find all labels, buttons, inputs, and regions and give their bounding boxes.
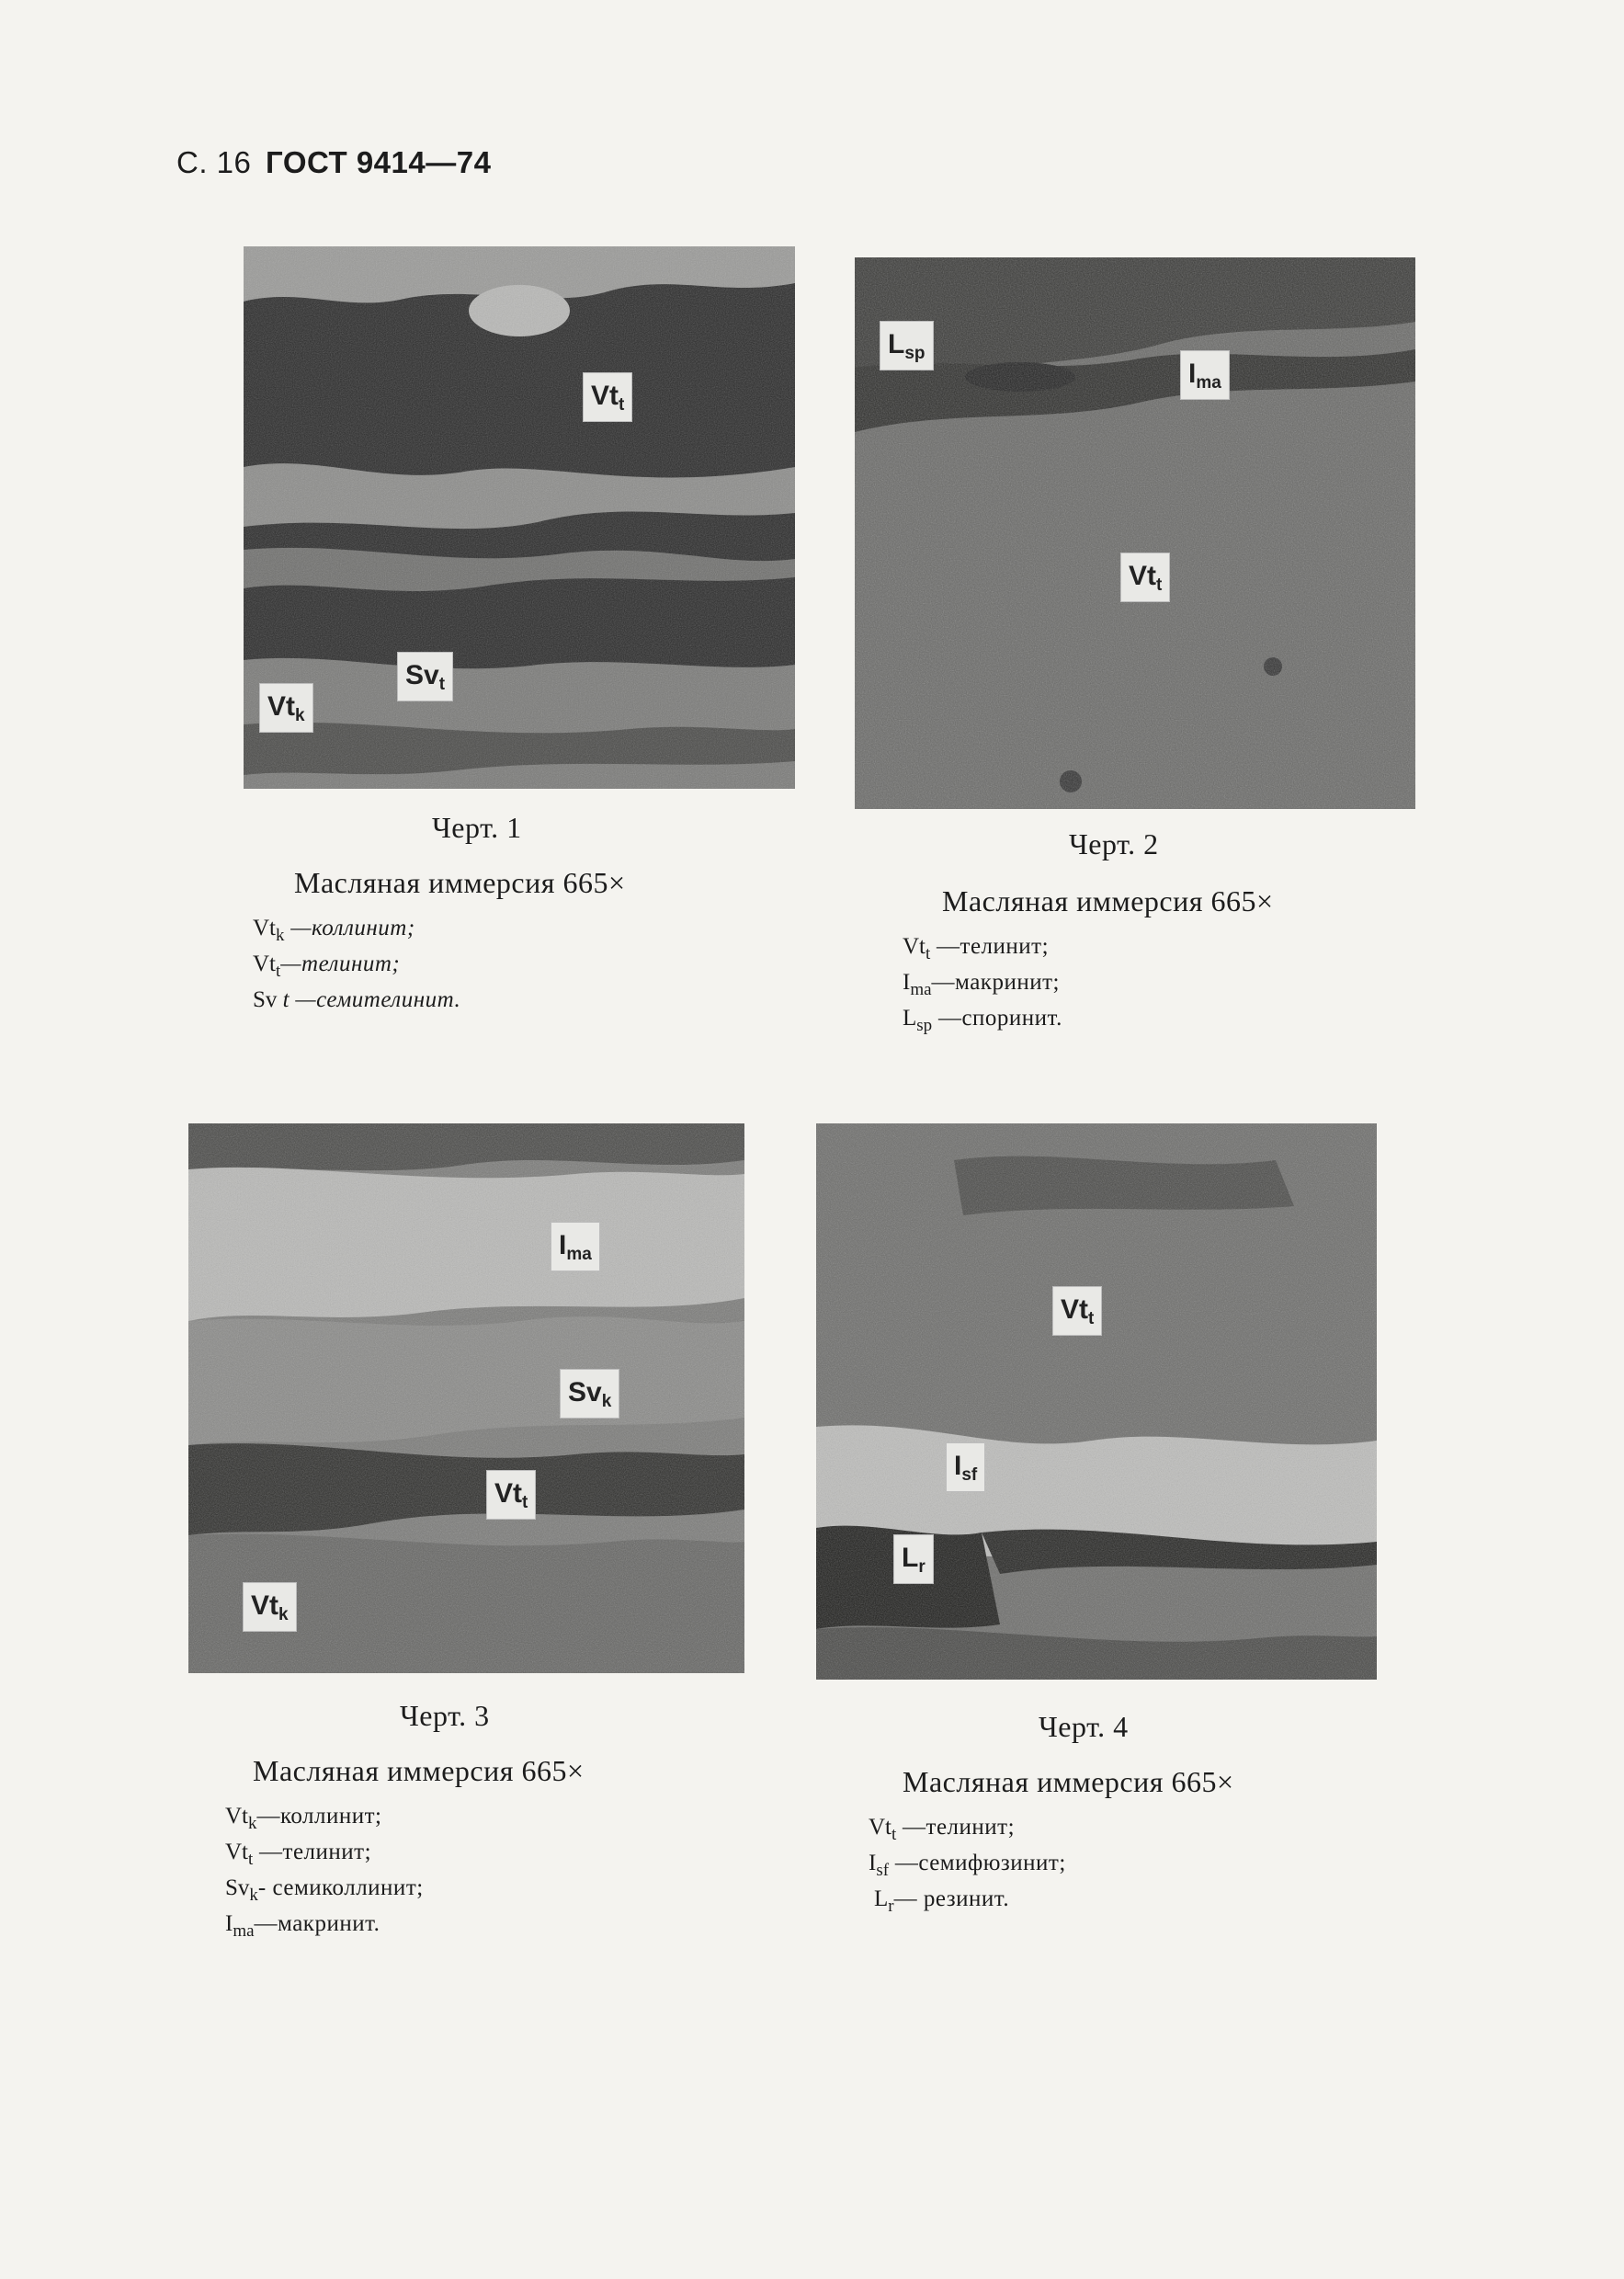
label-vt-t: $Vt_t$ xyxy=(1053,1287,1101,1335)
legend-row: $Vt_t$ —телинит; xyxy=(869,1815,1016,1844)
micrograph-1 xyxy=(244,246,795,789)
label-vt-k: $Vt_k$ xyxy=(244,1583,296,1631)
figure-2-immersion: Масляная иммерсия 665× xyxy=(942,884,1274,917)
standard-code: ГОСТ 9414—74 xyxy=(266,145,492,179)
figure-3-immersion: Масляная иммерсия 665× xyxy=(253,1754,585,1787)
page-header xyxy=(176,145,491,180)
label-vt-t: $Vt_t$ xyxy=(487,1471,535,1519)
micrograph-4 xyxy=(816,1123,1377,1680)
micrograph-2-texture xyxy=(855,257,1415,809)
label-vt-k: $Vt_k$ xyxy=(260,684,312,732)
legend-row: $Vt_t$ —телинит; xyxy=(903,934,1050,963)
figure-1-legend xyxy=(253,914,460,1014)
label-vt-t: $Vt_t$ xyxy=(584,373,631,421)
legend-row: $Vt_k—коллинит$; xyxy=(225,1804,382,1833)
label-sv-t: $Sv_t$ xyxy=(398,653,452,701)
legend-row: $I_{ma}—макринит$; xyxy=(903,970,1060,999)
figure-3-legend xyxy=(225,1802,424,1945)
micrograph-2 xyxy=(855,257,1415,809)
figure-2-legend xyxy=(903,932,1062,1040)
legend-row: $Vt_k$ —коллинит; xyxy=(253,916,415,945)
figure-2-title: Черт. 2 xyxy=(1069,827,1159,860)
label-vt-t: $Vt_t$ xyxy=(1121,553,1169,601)
legend-row: $L_{sp}$ —споринит. xyxy=(903,1006,1062,1035)
legend-row: $L_r—$ резинит. xyxy=(874,1886,1010,1916)
micrograph-1-texture xyxy=(244,246,795,789)
legend-row: $Sv_k-$ семиколлинит; xyxy=(225,1875,424,1905)
label-sv-k: $Sv_k$ xyxy=(561,1370,619,1418)
label-l-r: $L_r$ xyxy=(894,1535,933,1583)
legend-row: $Vt_t$ —телинит; xyxy=(225,1840,372,1869)
figure-4-legend xyxy=(869,1813,1066,1920)
label-l-sp: $L_{sp}$ xyxy=(880,322,933,370)
label-i-sf: $I_{sf}$ xyxy=(947,1443,984,1491)
legend-row: $I_{sf}$ —семифюзинит; xyxy=(869,1851,1066,1880)
figure-1-immersion: Масляная иммерсия 665× xyxy=(294,866,626,899)
figure-3-title: Черт. 3 xyxy=(400,1699,490,1732)
micrograph-3 xyxy=(188,1123,744,1673)
legend-row: $I_{ma}—макринит$. xyxy=(225,1911,380,1941)
legend-row: $Vt_t—телинит$; xyxy=(253,951,401,981)
figure-4-immersion: Масляная иммерсия 665× xyxy=(903,1765,1234,1798)
micrograph-4-texture xyxy=(816,1123,1377,1680)
figure-1-title: Черт. 1 xyxy=(432,811,522,844)
legend-row: Sv t —семителинит. xyxy=(253,987,461,1012)
label-i-ma: $I_{ma}$ xyxy=(1181,351,1229,399)
page-number: С. 16 xyxy=(176,145,252,179)
label-i-ma: $I_{ma}$ xyxy=(551,1223,599,1271)
figure-4-title: Черт. 4 xyxy=(1039,1710,1129,1743)
